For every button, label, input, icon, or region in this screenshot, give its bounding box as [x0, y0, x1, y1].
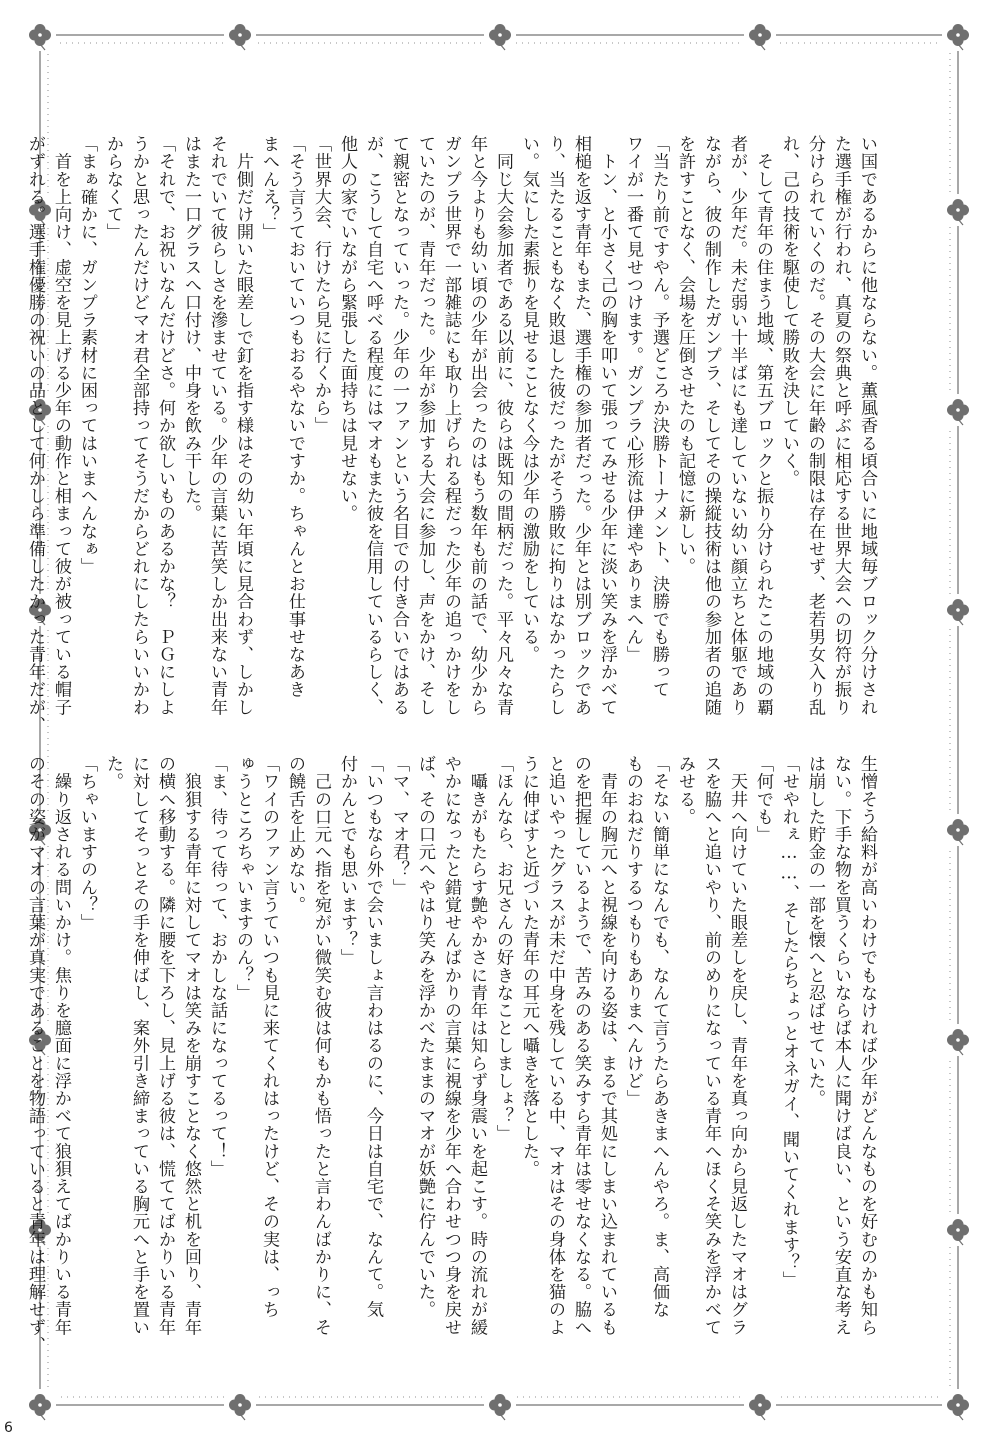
text-column: 己の口元へ指を宛がい微笑む彼は何もかも悟ったと言わんばかりに、そ [311, 755, 331, 1336]
text-column: た選手権が行われ、真夏の祭典と呼ぶに相応する世界大会への切符が振り [831, 135, 851, 716]
page-number: 6 [4, 1420, 13, 1436]
text-column: ながら、彼の制作したガンプラ、そしてその操縦技術は他の参加者の追随 [701, 135, 721, 716]
text-column: 同じ大会参加者である以前に、彼らは既知の間柄だった。平々凡々な青 [493, 135, 513, 716]
text-column: 年と今よりも幼い頃の少年が出会ったのはもう数年も前の話で、幼少から [467, 135, 487, 716]
text-block-upper [22, 135, 880, 735]
text-column: ゅうところちゃいますのん？」 [233, 755, 253, 1002]
text-column: り、当たることもなく敗退した彼だったがそう勝敗に拘りはなかったらし [545, 135, 565, 716]
text-column: 囁きがもたらす艶やかさに青年は知らず身震いを起こす。時の流れが緩 [467, 755, 487, 1336]
text-column: 狼狽する青年に対してマオは笑みを崩すことなく悠然と机を回り、青年 [181, 755, 201, 1336]
text-column: 付かんとでも思います？」 [337, 755, 357, 967]
text-column: 「当たり前ですやん。予選どころか決勝トーナメント、決勝でも勝って [649, 135, 669, 699]
text-block-lower [22, 755, 880, 1355]
text-column: 他人の家でいながら緊張した面持ちは見せない。 [337, 135, 357, 523]
text-column: の饒舌を止めない。 [285, 755, 305, 914]
text-column: 相槌を返す青年もまた、選手権の参加者だった。少年とは別ブロックであ [571, 135, 591, 716]
text-column: ものおねだりするつもりもありまへんけど」 [623, 755, 643, 1107]
text-column: 「まぁ確かに、ガンプラ素材に困ってはいまへんなぁ」 [77, 135, 97, 575]
text-column: 生憎そう給料が高いわけでもなければ少年がどんなものを好むのかも知ら [857, 755, 877, 1336]
text-column: 青年の胸元へと視線を向ける姿は、まるで其処にしまい込まれているも [597, 755, 617, 1336]
text-column: トン、と小さく己の胸を叩いて張ってみせる少年に淡い笑みを浮かべて [597, 135, 617, 716]
text-column: のを把握しているようで、苦みのある笑みすら青年は零せなくなる。脇へ [571, 755, 591, 1336]
text-column: 「何でも」 [753, 755, 773, 843]
text-column: からなくて」 [103, 135, 123, 241]
text-column: い。気にした素振りを見せることなく今は少年の激励をしている。 [519, 135, 539, 663]
text-column: は崩した貯金の一部を懐へと忍ばせていた。 [805, 755, 825, 1107]
text-column: のその姿がマオの言葉が真実であることを物語っていると青年は理解せず、 [25, 755, 45, 1354]
text-column: と追いやったグラスが未だ中身を残している中、マオはその身体を猫のよ [545, 755, 565, 1336]
text-column: 「せやれぇ……、そしたらちょっとオネガイ、聞いてくれます？」 [779, 755, 799, 1289]
text-column: うかと思ったんだけどマオ君全部持ってそうだからどれにしたらいいかわ [129, 135, 149, 716]
text-column: そして青年の住まう地域、第五ブロックと振り分けられたこの地域の覇 [753, 135, 773, 716]
text-column: がずれる。選手権優勝の祝いの品として何かしら準備したかった青年だが、 [25, 135, 45, 734]
text-column: 首を上向け、虚空を見上げる少年の動作と相まって彼が被っている帽子 [51, 135, 71, 716]
text-column: 天井へ向けていた眼差しを戻し、青年を真っ向から見返したマオはグラ [727, 755, 747, 1336]
text-column: 「ワイのファン言うていつも見に来てくれはったけど、その実は、っち [259, 755, 279, 1319]
text-column: やかになったと錯覚せんばかりの言葉に視線を少年へ合わせつつ身を戻せ [441, 755, 461, 1336]
text-column: スを脇へと追いやり、前のめりになっている青年へほくそ笑みを浮かべて [701, 755, 721, 1336]
text-column: い国であるからに他ならない。薫風香る頃合いに地域毎ブロック分けされ [857, 135, 877, 716]
text-column: 「いつもなら外で会いましょ言わはるのに、今日は自宅で、なんて。気 [363, 755, 383, 1319]
text-column: ない。下手な物を買うくらいならば本人に聞けば良い、という安直な考え [831, 755, 851, 1336]
text-column: まへんえ？」 [259, 135, 279, 241]
text-column: ていたのが、青年だった。少年が参加する大会に参加し、声をかけ、そし [415, 135, 435, 716]
text-column: が、こうして自宅へ呼べる程度にはマオもまた彼を信用しているらしく、 [363, 135, 383, 716]
text-column: 「マ、マオ君？」 [389, 755, 409, 896]
text-column: 者が、少年だ。未だ弱い十半ばにも達していない幼い顔立ちと体躯であり [727, 135, 747, 716]
text-column: 繰り返される問いかけ。焦りを臆面に浮かべて狼狽えてばかりいる青年 [51, 755, 71, 1336]
text-column: 「そない簡単になんでも、なんて言うたらあきまへんやろ。ま、高価な [649, 755, 669, 1319]
text-column: 「ま、待って待って、おかしな話になってるって！」 [207, 755, 227, 1178]
text-column: うに伸ばすと近づいた青年の耳元へ囁きを落とした。 [519, 755, 539, 1178]
text-column: の横へ移動する。隣に腰を下ろし、見上げる彼は、慌ててばかりいる青年 [155, 755, 175, 1336]
text-column: ワイが一番て見せつけます。ガンプラ心形流は伊達やありまへん」 [623, 135, 643, 663]
text-column: はまた一口グラスへ口付け、中身を飲み干した。 [181, 135, 201, 523]
text-column: に対してそっとその手を伸ばし、案外引き締まっている胸元へと手を置い [129, 755, 149, 1336]
text-column: れ、己の技術を駆使して勝敗を決していく。 [779, 135, 799, 487]
text-column: た。 [103, 755, 123, 791]
text-column: ば、その口元へやはり笑みを浮かべたままのマオが妖艶に佇んでいた。 [415, 755, 435, 1319]
text-column: を許すことなく、会場を圧倒させたのも記憶に新しい。 [675, 135, 695, 575]
text-column: みせる。 [675, 755, 695, 826]
text-column: 「世界大会、行けたら見に行くから」 [311, 135, 331, 435]
text-column: ガンプラ世界で一部雑誌にも取り上げられる程だった少年の追っかけをし [441, 135, 461, 716]
text-column: て親密となっていった。少年の一ファンという名目での付き合いではある [389, 135, 409, 716]
text-column: 「そう言うておいていつもおるやないですか。ちゃんとお仕事せなあき [285, 135, 305, 699]
text-column: それでいて彼らしさを滲ませている。少年の言葉に苦笑しか出来ない青年 [207, 135, 227, 716]
text-column: 「ほんなら、お兄さんの好きなことしましょ？」 [493, 755, 513, 1143]
text-column: 「ちゃいますのん？」 [77, 755, 97, 931]
text-column: 片側だけ開いた眼差しで釘を指す様はその幼い年頃に見合わず、しかし [233, 135, 253, 716]
text-column: 分けられていくのだ。その大会に年齢の制限は存在せず、老若男女入り乱 [805, 135, 825, 716]
text-column: 「それで、お祝いなんだけどさ。何か欲しいものあるかな？ ＰＧにしよ [155, 135, 175, 716]
